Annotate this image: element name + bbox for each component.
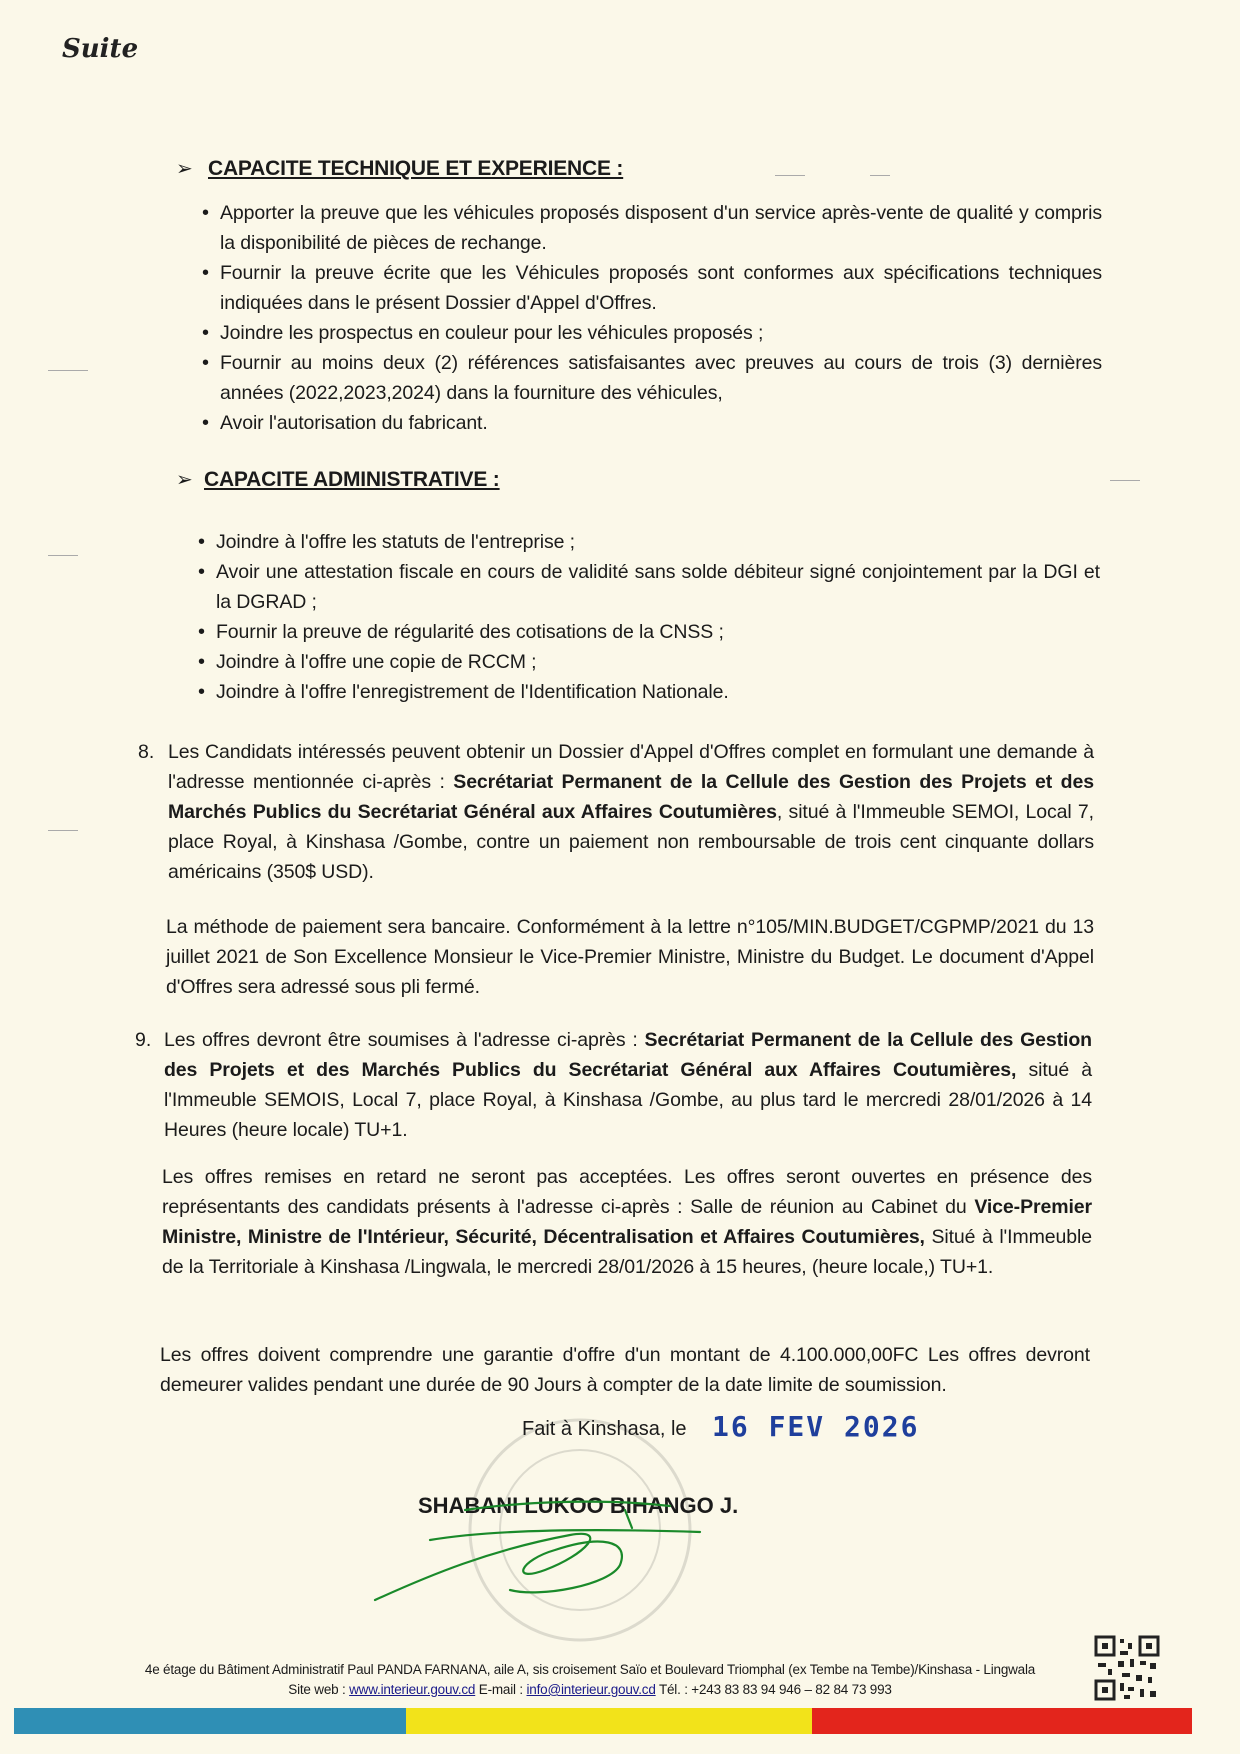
list-item: • Avoir une attestation fiscale en cours de validité sans solde débiteur signé conjointement par la DGI et la DGRAD ;: [198, 557, 1100, 617]
item9-paragraph-3: Les offres doivent comprendre une garantie d'offre d'un montant de 4.100.000,00FC Les offres devront demeurer valides pendant une durée de 90 Jours à compter de la date limite de soumission.: [160, 1344, 1090, 1396]
item9-text: Situé à l'Immeuble de la Territoriale à Kinshasa /Lingwala, le mercredi 28/01/2026 à 15 heures, (heure locale,) TU+1.: [162, 1226, 1092, 1278]
website-link[interactable]: www.interieur.gouv.cd: [349, 1682, 476, 1697]
arrow-bullet-icon: ➢: [176, 158, 193, 180]
flag-stripe-blue: [14, 1708, 406, 1734]
section-title-technique: CAPACITE TECHNIQUE ET EXPERIENCE :: [208, 157, 624, 180]
item9-bold-text: Secrétariat Permanent de la Cellule des Gestion des Projets et des Marchés Publics du Secrétariat Général aux Affaires Coutumières,: [164, 1029, 1092, 1081]
item9-text: Les offres devront être soumises à l'adresse ci-après :: [164, 1029, 645, 1051]
signatory-name: SHABANI LUKOO BIHANGO J.: [418, 1493, 739, 1518]
footer-contact: [110, 1682, 1070, 1697]
phone-numbers: Tél. : +243 83 83 94 946 – 82 84 73 993: [655, 1682, 892, 1697]
list-item: • Joindre à l'offre l'enregistrement de l'Identification Nationale.: [198, 677, 1100, 707]
place-date-label: Fait à Kinshasa, le: [522, 1418, 687, 1440]
item9-paragraph-2: [162, 1162, 1092, 1282]
flag-stripe-red: [812, 1708, 1192, 1734]
scan-mark: [775, 175, 805, 176]
suite-mark: Suite: [62, 34, 139, 64]
list-item: • Joindre à l'offre les statuts de l'entreprise ;: [198, 527, 1100, 557]
item9-paragraph-1: [164, 1025, 1092, 1145]
item9-text: situé à l'Immeuble SEMOIS, Local 7, place Royal, à Kinshasa /Gombe, au plus tard le mercredi 28/01/2026 à 14 Heures (heure locale) TU+1.: [164, 1059, 1092, 1141]
date-stamp: 16 FEV 2026: [712, 1410, 920, 1443]
signature-icon: [370, 1480, 730, 1610]
scan-mark: [1110, 480, 1140, 481]
list-item: • Joindre les prospectus en couleur pour les véhicules proposés ;: [202, 318, 1102, 348]
scan-mark: [48, 370, 88, 371]
list-item: • Fournir au moins deux (2) références satisfaisantes avec preuves au cours de trois (3) dernières années (2022,2023,2024) dans la fourniture des véhicules,: [202, 348, 1102, 408]
scan-mark: [48, 830, 78, 831]
flag-stripe-yellow: [406, 1708, 812, 1734]
scan-mark: [870, 175, 890, 176]
list-item: • Apporter la preuve que les véhicules proposés disposent d'un service après-vente de qualité y compris la disponibilité de pièces de rechange.: [202, 198, 1102, 258]
item8-paragraph-2: La méthode de paiement sera bancaire. Conformément à la lettre n°105/MIN.BUDGET/CGPMP/2021 du 13 juillet 2021 de Son Excellence Monsieur le Vice-Premier Ministre, Ministre du Budget. Le document d'Appel d'Offres sera adressé sous pli fermé.: [166, 916, 1094, 998]
site-label: Site web :: [288, 1682, 350, 1697]
item9-bold-text: Vice-Premier Ministre, Ministre de l'Intérieur, Sécurité, Décentralisation et Affaires Coutumières,: [162, 1196, 1092, 1248]
item-number-9: 9.: [135, 1029, 152, 1051]
item9-text: Les offres remises en retard ne seront pas acceptées. Les offres seront ouvertes en présence des représentants des candidats présents à l'adresse ci-après : Salle de réunion au Cabinet du: [162, 1166, 1092, 1218]
list-item: • Fournir la preuve écrite que les Véhicules proposés sont conformes aux spécifications techniques indiquées dans le présent Dossier d'Appel d'Offres.: [202, 258, 1102, 318]
list-item: • Fournir la preuve de régularité des cotisations de la CNSS ;: [198, 617, 1100, 647]
section-title-administrative: CAPACITE ADMINISTRATIVE :: [204, 468, 500, 491]
item8-text: , situé à l'Immeuble SEMOI, Local 7, place Royal, à Kinshasa /Gombe, contre un paiement non remboursable de trois cent cinquante dollars américains (350$ USD).: [168, 801, 1094, 883]
item8-text: Les Candidats intéressés peuvent obtenir un Dossier d'Appel d'Offres complet en formulant une demande à l'adresse mentionnée ci-après :: [168, 741, 1094, 793]
email-label: E-mail :: [475, 1682, 527, 1697]
list-item: • Joindre à l'offre une copie de RCCM ;: [198, 647, 1100, 677]
list-item: • Avoir l'autorisation du fabricant.: [202, 408, 1102, 438]
email-link[interactable]: info@interieur.gouv.cd: [526, 1682, 656, 1697]
item8-bold-text: Secrétariat Permanent de la Cellule des Gestion des Projets et des Marchés Publics du Secrétariat Général aux Affaires Coutumières: [168, 771, 1094, 823]
administrative-list: [198, 527, 1100, 707]
footer-address: 4e étage du Bâtiment Administratif Paul PANDA FARNANA, aile A, sis croisement Saïo et Boulevard Triomphal (ex Tembe na Tembe)/Kinshasa - Lingwala: [144, 1662, 1036, 1677]
qr-code-icon: [1094, 1635, 1160, 1701]
item8-paragraph-1: [168, 737, 1094, 887]
scan-mark: [48, 555, 78, 556]
arrow-bullet-icon: ➢: [176, 469, 193, 491]
technique-list: [202, 198, 1102, 438]
item-number-8: 8.: [138, 741, 155, 763]
